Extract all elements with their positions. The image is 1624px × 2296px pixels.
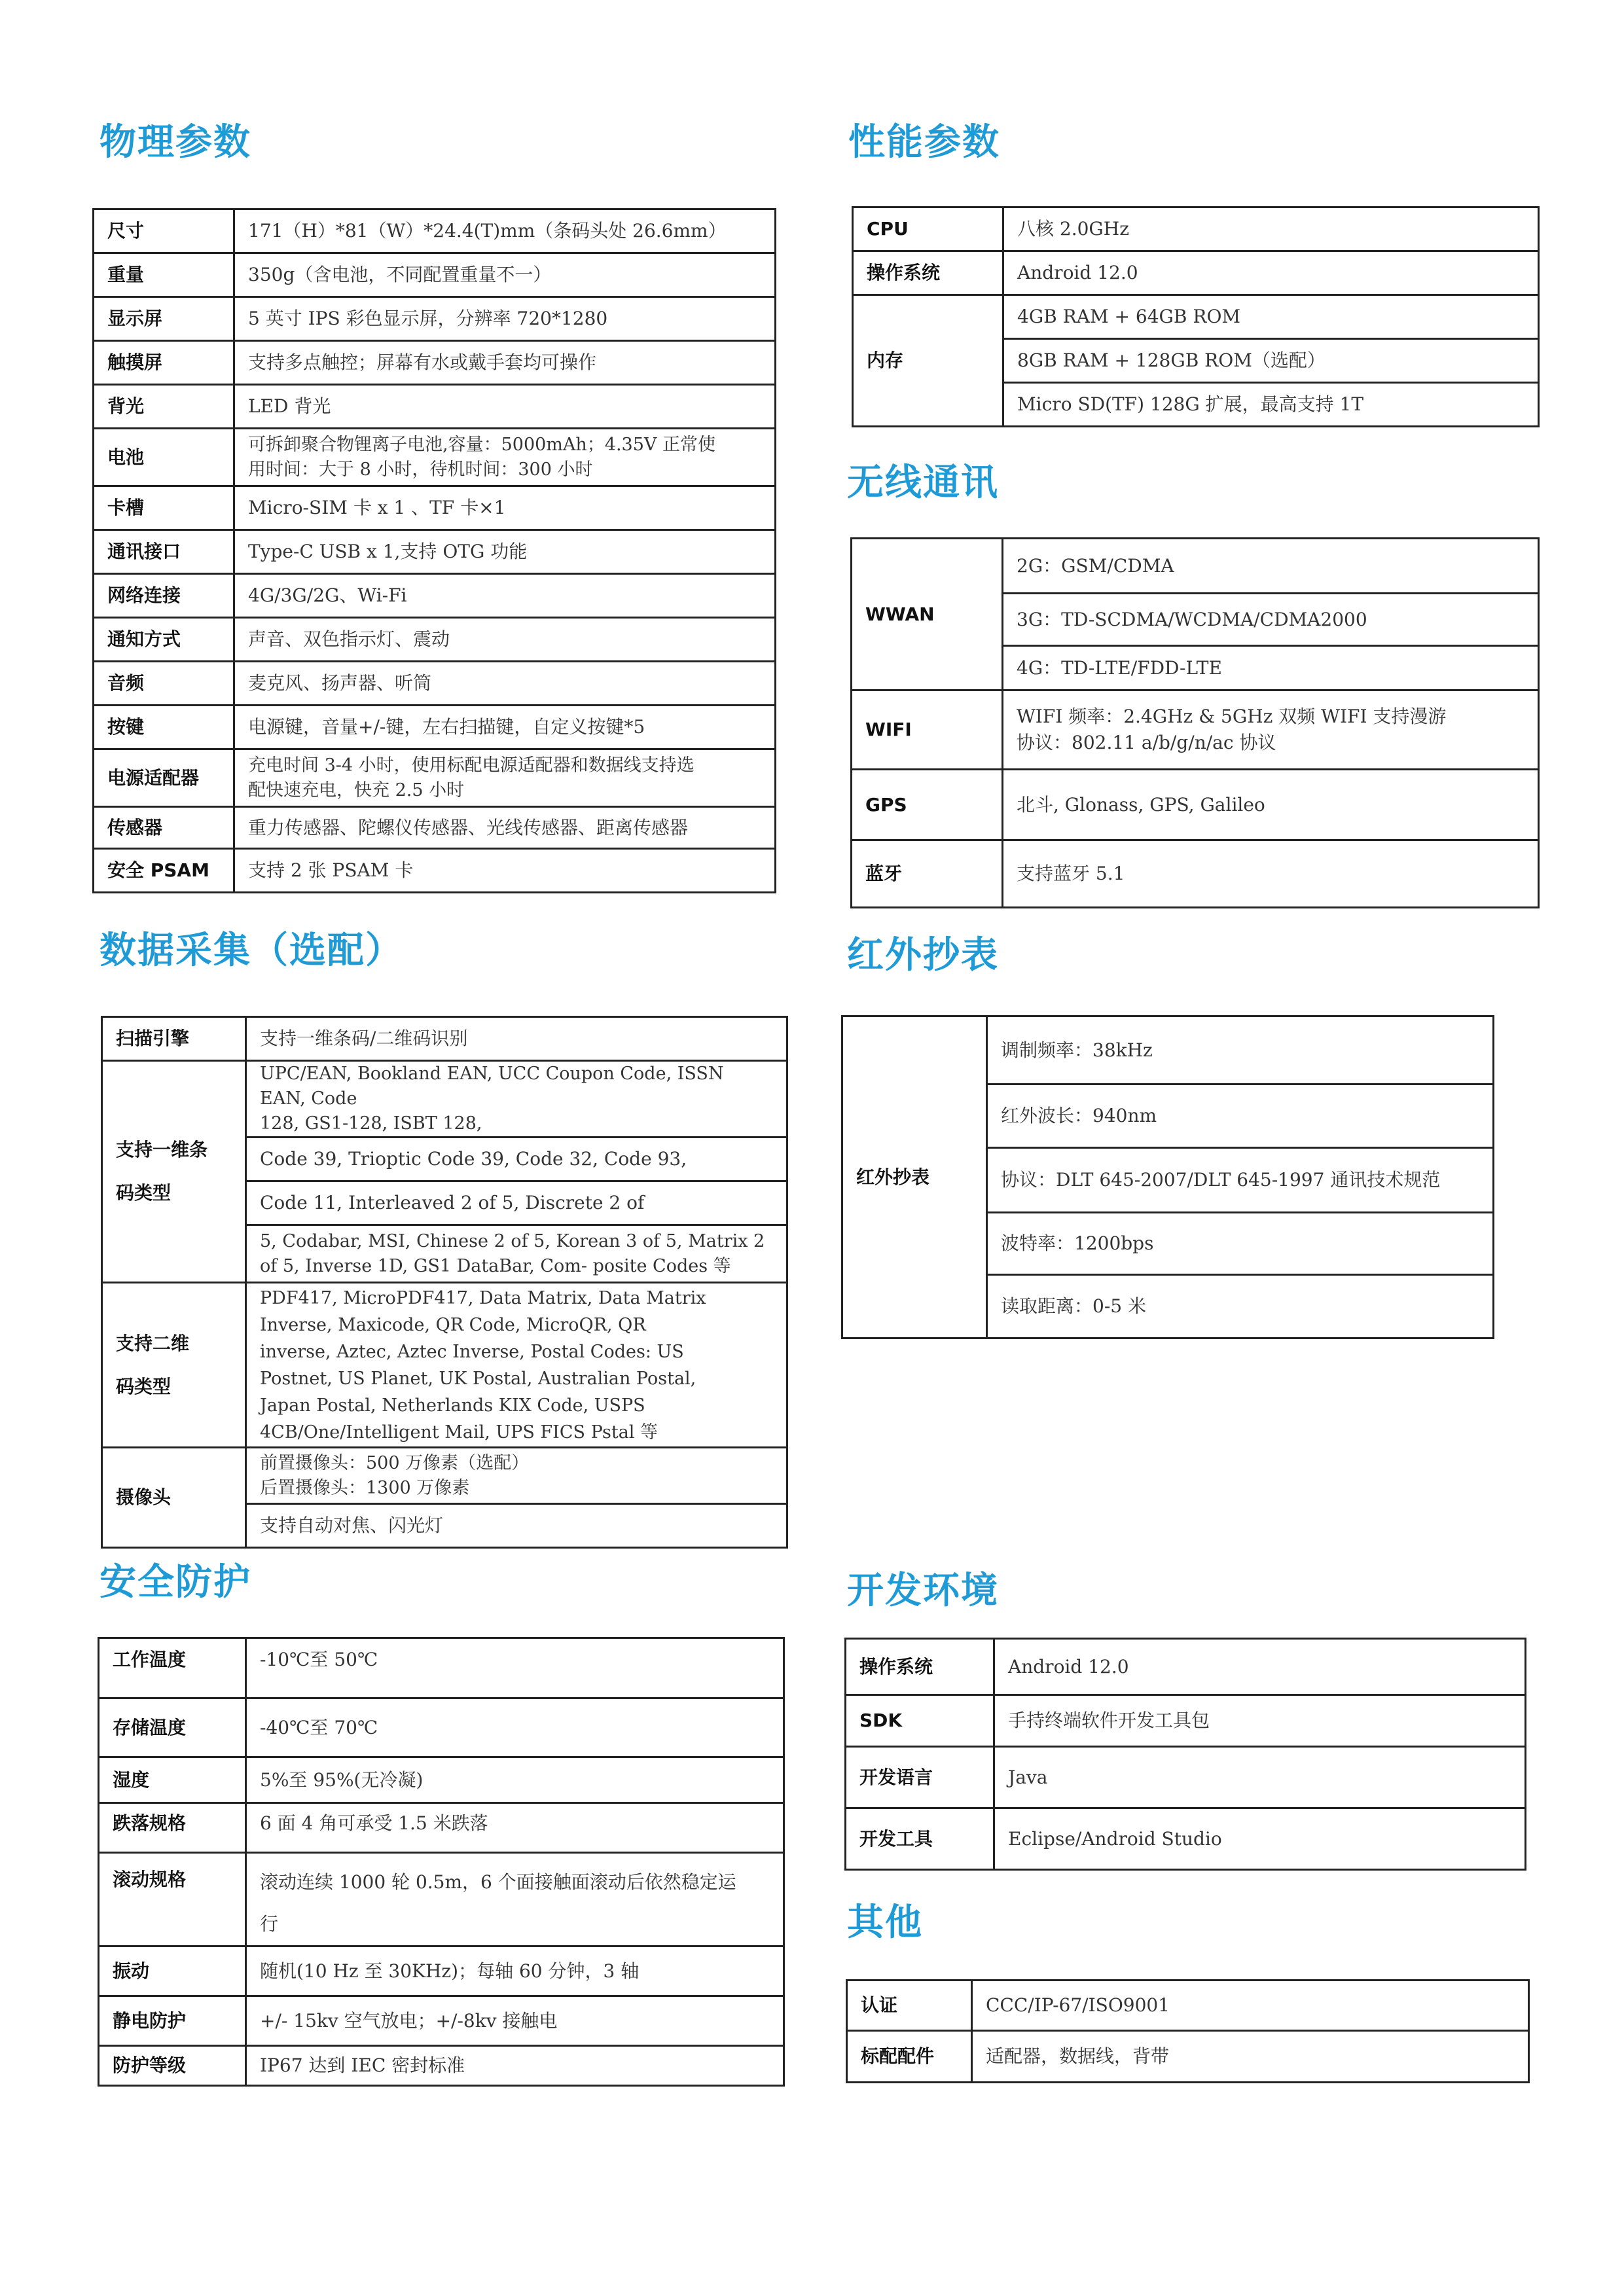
performance-spec-table (852, 206, 1540, 427)
table-row: 湿度 5%至 95%(无冷凝) (99, 1757, 784, 1803)
section-title-security: 安全防护 (99, 1561, 251, 1604)
table-row: 操作系统 Android 12.0 (853, 251, 1539, 295)
section-title-physical: 物理参数 (99, 121, 251, 164)
table-row: Code 39, Trioptic Code 39, Code 32, Code 93, (102, 1138, 787, 1181)
table-row: 支持二维 码类型 PDF417, MicroPDF417, Data Matrix, Data Matrix Inverse, Maxicode, QR Code, MicroQR, QR inverse, Aztec, Aztec Inverse, Postal Codes: US Postnet, US Planet, UK Postal, Australian Postal, Japan Postal, Netherlands KIX Code, USPS 4CB/One/Intelligent Mail, UPS FICS Pstal 等 (102, 1283, 787, 1448)
table-row: 音频 麦克风、扬声器、听筒 (94, 662, 776, 706)
section-title-infrared: 红外抄表 (847, 934, 999, 977)
table-row: 显示屏 5 英寸 IPS 彩色显示屏，分辨率 720*1280 (94, 297, 776, 341)
other-spec-table (846, 1979, 1530, 2083)
table-row: WIFI WIFI 频率：2.4GHz & 5GHz 双频 WIFI 支持漫游 协议：802.11 a/b/g/n/ac 协议 (852, 691, 1539, 770)
wireless-spec-table (850, 537, 1540, 908)
table-row: 振动 随机(10 Hz 至 30KHz)；每轴 60 分钟，3 轴 (99, 1946, 784, 1996)
section-title-other: 其他 (847, 1901, 923, 1944)
table-row: CPU 八核 2.0GHz (853, 207, 1539, 251)
section-title-capture: 数据采集（选配） (99, 929, 403, 972)
table-row: 读取距离：0-5 米 (842, 1275, 1494, 1338)
table-row: 存储温度 -40℃至 70℃ (99, 1698, 784, 1757)
table-row: 滚动规格 滚动连续 1000 轮 0.5m，6 个面接触面滚动后依然稳定运 行 (99, 1853, 784, 1946)
table-row: 安全 PSAM 支持 2 张 PSAM 卡 (94, 849, 776, 893)
table-row: 电源适配器 充电时间 3-4 小时，使用标配电源适配器和数据线支持选 配快速充电，快充 2.5 小时 (94, 749, 776, 807)
table-row: GPS 北斗, Glonass, GPS, Galileo (852, 770, 1539, 840)
table-row: 开发工具 Eclipse/Android Studio (846, 1808, 1526, 1870)
table-row: 重量 350g（含电池，不同配置重量不一） (94, 253, 776, 297)
table-row: 波特率：1200bps (842, 1213, 1494, 1275)
security-spec-table (98, 1637, 785, 2087)
table-row: 通讯接口 Type-C USB x 1,支持 OTG 功能 (94, 530, 776, 574)
table-row: 背光 LED 背光 (94, 385, 776, 429)
table-row: 开发语言 Java (846, 1747, 1526, 1808)
section-title-wireless: 无线通讯 (847, 461, 999, 504)
table-row: 静电防护 +/- 15kv 空气放电；+/-8kv 接触电 (99, 1996, 784, 2046)
table-row: 按键 电源键，音量+/-键，左右扫描键，自定义按键*5 (94, 706, 776, 749)
table-row: 网络连接 4G/3G/2G、Wi-Fi (94, 574, 776, 618)
table-row: Micro SD(TF) 128G 扩展，最高支持 1T (853, 383, 1539, 427)
physical-spec-table (92, 208, 776, 893)
table-row: 操作系统 Android 12.0 (846, 1639, 1526, 1695)
table-row: 协议：DLT 645-2007/DLT 645-1997 通讯技术规范 (842, 1148, 1494, 1213)
table-row: 扫描引擎 支持一维条码/二维码识别 (102, 1017, 787, 1061)
table-row: 摄像头 前置摄像头：500 万像素（选配） 后置摄像头：1300 万像素 (102, 1448, 787, 1504)
table-row: 通知方式 声音、双色指示灯、震动 (94, 618, 776, 662)
table-row: SDK 手持终端软件开发工具包 (846, 1695, 1526, 1747)
capture-spec-table (101, 1016, 788, 1549)
table-row: Code 11, Interleaved 2 of 5, Discrete 2 of (102, 1181, 787, 1225)
infrared-spec-table (841, 1015, 1494, 1339)
table-row: 跌落规格 6 面 4 角可承受 1.5 米跌落 (99, 1803, 784, 1853)
table-row: 工作温度 -10℃至 50℃ (99, 1638, 784, 1698)
table-row: 3G：TD-SCDMA/WCDMA/CDMA2000 (852, 594, 1539, 646)
section-title-devenv: 开发环境 (847, 1570, 999, 1612)
table-row: 4G：TD-LTE/FDD-LTE (852, 646, 1539, 691)
table-row: 8GB RAM + 128GB ROM（选配） (853, 339, 1539, 383)
table-row: 红外抄表 调制频率：38kHz (842, 1016, 1494, 1085)
table-row: 红外波长：940nm (842, 1085, 1494, 1148)
table-row: 尺寸 171（H）*81（W）*24.4(T)mm（条码头处 26.6mm） (94, 209, 776, 253)
table-row: 支持自动对焦、闪光灯 (102, 1504, 787, 1548)
table-row: 卡槽 Micro-SIM 卡 x 1 、TF 卡×1 (94, 486, 776, 530)
table-row: 认证 CCC/IP-67/ISO9001 (847, 1981, 1529, 2031)
table-row: 支持一维条 码类型 UPC/EAN, Bookland EAN, UCC Coupon Code, ISSN EAN, Code 128, GS1-128, ISBT 128, (102, 1061, 787, 1138)
devenv-spec-table (844, 1638, 1526, 1871)
table-row: 内存 4GB RAM + 64GB ROM (853, 295, 1539, 339)
table-row: 传感器 重力传感器、陀螺仪传感器、光线传感器、距离传感器 (94, 807, 776, 849)
section-title-performance: 性能参数 (848, 121, 1000, 164)
table-row: 触摸屏 支持多点触控；屏幕有水或戴手套均可操作 (94, 341, 776, 385)
table-row: 电池 可拆卸聚合物锂离子电池,容量：5000mAh；4.35V 正常使 用时间：大于 8 小时，待机时间：300 小时 (94, 429, 776, 486)
table-row: 5, Codabar, MSI, Chinese 2 of 5, Korean 3 of 5, Matrix 2 of 5, Inverse 1D, GS1 DataBar, Com- posite Codes 等 (102, 1225, 787, 1283)
table-row: 标配配件 适配器，数据线，背带 (847, 2031, 1529, 2083)
table-row: 防护等级 IP67 达到 IEC 密封标准 (99, 2046, 784, 2086)
table-row: WWAN 2G：GSM/CDMA (852, 539, 1539, 594)
table-row: 蓝牙 支持蓝牙 5.1 (852, 840, 1539, 908)
